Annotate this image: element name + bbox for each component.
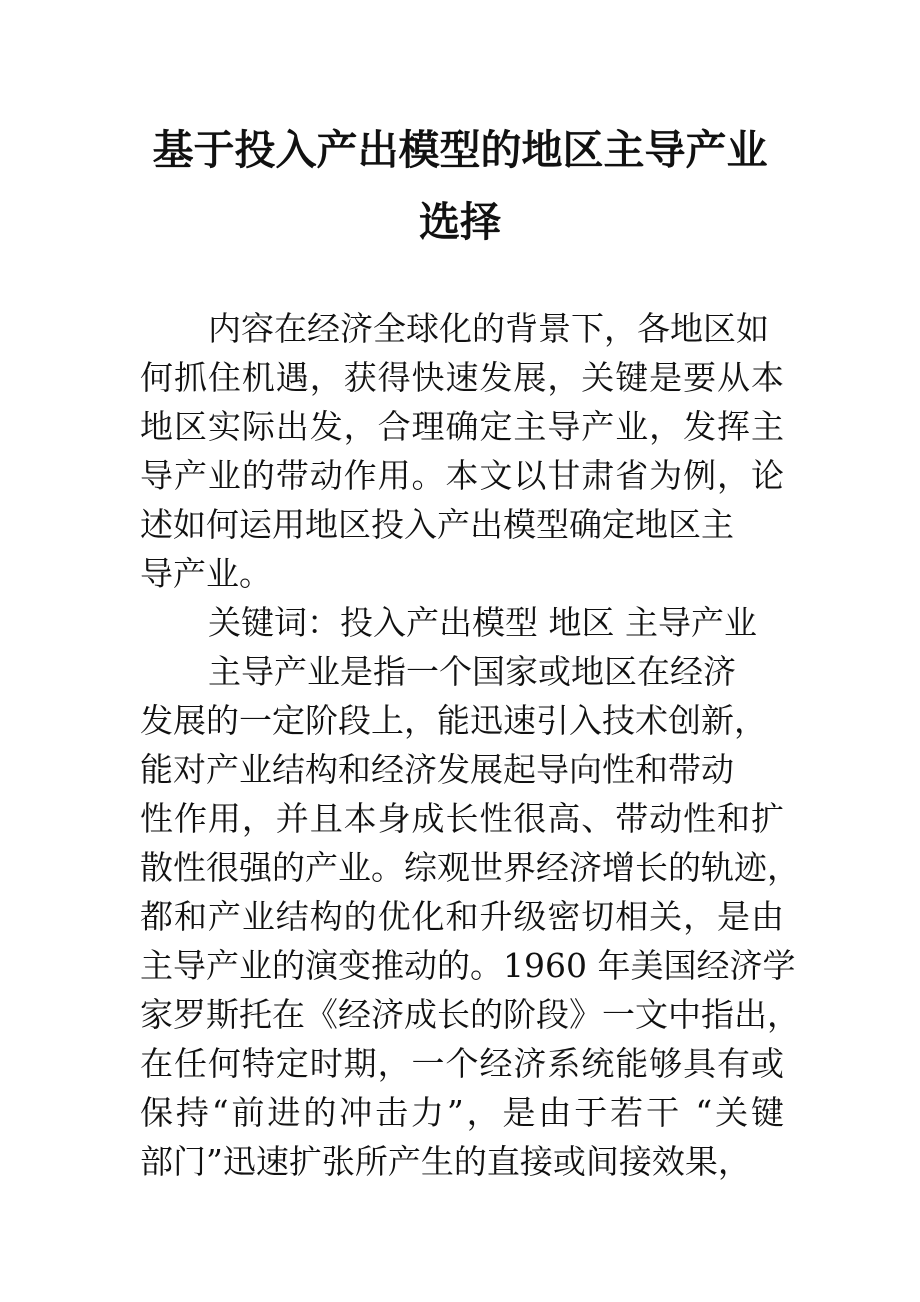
- paragraph-line: 何抓住机遇，获得快速发展，关键是要从本: [140, 358, 784, 397]
- paragraph-line: 散性很强的产业。综观世界经济增长的轨迹，: [140, 848, 800, 887]
- paragraph-line: 地区实际出发，合理确定主导产业，发挥主: [140, 407, 784, 446]
- keywords-line: 关键词：投入产出模型 地区 主导产业: [208, 603, 757, 642]
- paragraph-line: 部门”迅速扩张所产生的直接或间接效果，: [140, 1142, 751, 1181]
- paragraph-line: 保持“前进的冲击力”，是由于若干 “关键: [140, 1093, 784, 1132]
- paragraph-line: 主导产业是指一个国家或地区在经济: [208, 652, 736, 691]
- paragraph-line: 主导产业的演变推动的。1960 年美国经济学: [140, 946, 796, 985]
- paragraph-line: 述如何运用地区投入产出模型确定地区主: [140, 505, 734, 544]
- document-title-line-2: 选择: [419, 198, 501, 246]
- paragraph-line: 导产业的带动作用。本文以甘肃省为例，论: [140, 456, 784, 495]
- paragraph-line: 都和产业结构的优化和升级密切相关，是由: [140, 897, 784, 936]
- paragraph-line: 在任何特定时期，一个经济系统能够具有或: [140, 1044, 784, 1083]
- paragraph-line: 性作用，并且本身成长性很高、带动性和扩: [140, 799, 784, 838]
- document-title-line-1: 基于投入产出模型的地区主导产业: [152, 126, 768, 174]
- paragraph-line: 家罗斯托在《经济成长的阶段》一文中指出，: [140, 995, 800, 1034]
- paragraph-line: 导产业。: [140, 554, 272, 593]
- paragraph-line: 发展的一定阶段上，能迅速引入技术创新，: [140, 701, 767, 740]
- paragraph-line: 能对产业结构和经济发展起导向性和带动: [140, 750, 734, 789]
- paragraph-line: 内容在经济全球化的背景下，各地区如: [208, 309, 769, 348]
